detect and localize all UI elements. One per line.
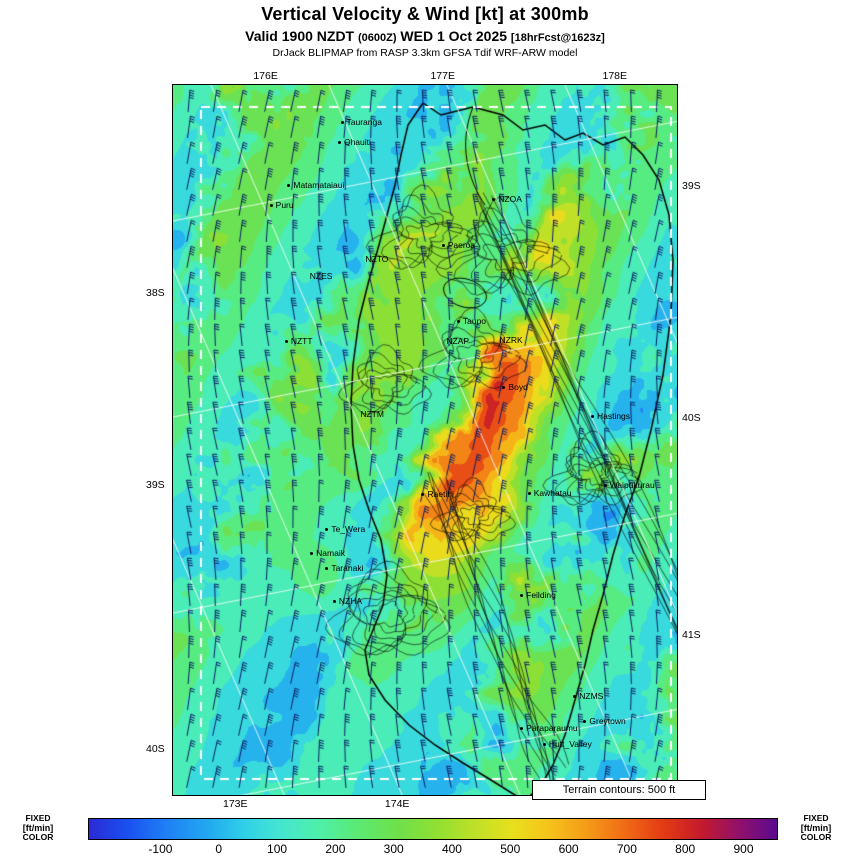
colorbar-tick: 700 — [616, 842, 637, 856]
colorbar-tick: 600 — [558, 842, 579, 856]
axis-tick-label: 178E — [602, 70, 628, 82]
terrain-contour-note: Terrain contours: 500 ft — [532, 780, 706, 800]
colorbar-tick: 0 — [215, 842, 223, 856]
place-label: Raetihi — [427, 488, 454, 499]
colorbar-tick: 900 — [733, 842, 754, 856]
axis-tick-label: 39S — [146, 479, 165, 492]
place-marker-dot — [338, 141, 341, 144]
colorbar-tick: -100 — [148, 842, 173, 856]
place-marker-dot — [270, 204, 273, 207]
valid-time-line — [0, 28, 850, 44]
colorbar-right-caption — [788, 814, 844, 843]
place-marker-dot — [520, 594, 523, 597]
axis-tick-label: 176E — [253, 70, 278, 82]
model-description: DrJack BLIPMAP from RASP 3.3km GFSA Tdif WRF-ARW model — [272, 47, 578, 59]
place-label: NZRK — [499, 334, 523, 345]
place-label: Boyd — [508, 381, 528, 392]
chart-header — [0, 0, 850, 59]
axis-tick-label: 38S — [146, 287, 165, 300]
place-label: Waipukurau — [609, 480, 655, 491]
vertical-velocity-map — [173, 85, 678, 796]
place-label: Taupo — [462, 316, 487, 327]
valid-date: WED 1 Oct 2025 — [400, 28, 508, 44]
forecast-tag: [18hrFcst@1623z] — [510, 32, 605, 44]
axis-tick-label: 41S — [682, 628, 701, 641]
axis-tick-label: 173E — [222, 798, 248, 810]
place-label: NZES — [309, 270, 333, 281]
place-label: NZOA — [498, 193, 522, 204]
place-marker-dot — [528, 492, 531, 495]
axis-tick-label: 39S — [682, 180, 701, 193]
place-label: Hutt_Valley — [548, 739, 592, 750]
axis-tick-label: 174E — [384, 798, 410, 810]
colorbar-gradient — [88, 818, 778, 840]
valid-main: Valid 1900 NZDT — [245, 28, 355, 44]
place-label: Greytown — [589, 715, 626, 726]
colorbar-right-units: [ft/min] — [800, 822, 832, 833]
place-marker-dot — [604, 484, 607, 487]
colorbar-left-caption — [10, 814, 66, 843]
place-label: Puru — [275, 199, 294, 210]
place-marker-dot — [442, 244, 445, 247]
place-label: Kawhatau — [533, 487, 572, 498]
colorbar-right-color: COLOR — [800, 832, 832, 842]
place-label: Ohauiti — [343, 136, 371, 147]
axis-tick-label: 40S — [682, 411, 701, 424]
place-label: Namaik — [316, 548, 345, 559]
place-label: NZHA — [338, 596, 363, 607]
place-label: Te_Wera — [331, 523, 366, 534]
colorbar-left-color: COLOR — [22, 832, 54, 842]
place-label: NZTM — [360, 408, 384, 419]
place-label: NZMS — [579, 690, 604, 701]
colorbar-left-fixed: FIXED — [25, 813, 51, 823]
place-label: NZTT — [290, 336, 313, 347]
place-marker-dot — [341, 121, 344, 124]
place-label: Paraparaumu — [526, 722, 578, 733]
place-label: Matamataiaui — [293, 179, 345, 190]
colorbar-right-fixed: FIXED — [803, 813, 829, 823]
page-title: Vertical Velocity & Wind [kt] at 300mb — [261, 4, 589, 24]
place-label: Taranaki — [331, 562, 364, 573]
colorbar-left-units: [ft/min] — [22, 822, 54, 833]
colorbar-tick: 500 — [500, 842, 521, 856]
colorbar-tick: 400 — [441, 842, 462, 856]
colorbar-tick: 200 — [325, 842, 346, 856]
place-label: Feilding — [526, 589, 556, 600]
place-label: Paeroa — [447, 240, 476, 251]
axis-tick-label: 40S — [146, 742, 165, 755]
axis-tick-label: 177E — [430, 70, 455, 82]
colorbar-tick: 100 — [267, 842, 288, 856]
place-label: NZTO — [365, 254, 389, 265]
place-label: NZAP — [446, 336, 470, 347]
valid-utc: (0600Z) — [358, 32, 397, 44]
map-container[interactable] — [146, 70, 701, 810]
place-label: Hastings — [596, 411, 631, 422]
colorbar-tick: 300 — [383, 842, 404, 856]
place-label: Tauranga — [346, 117, 382, 128]
colorbar-container — [0, 806, 850, 860]
colorbar-tick: 800 — [675, 842, 696, 856]
map-frame[interactable] — [172, 84, 678, 796]
